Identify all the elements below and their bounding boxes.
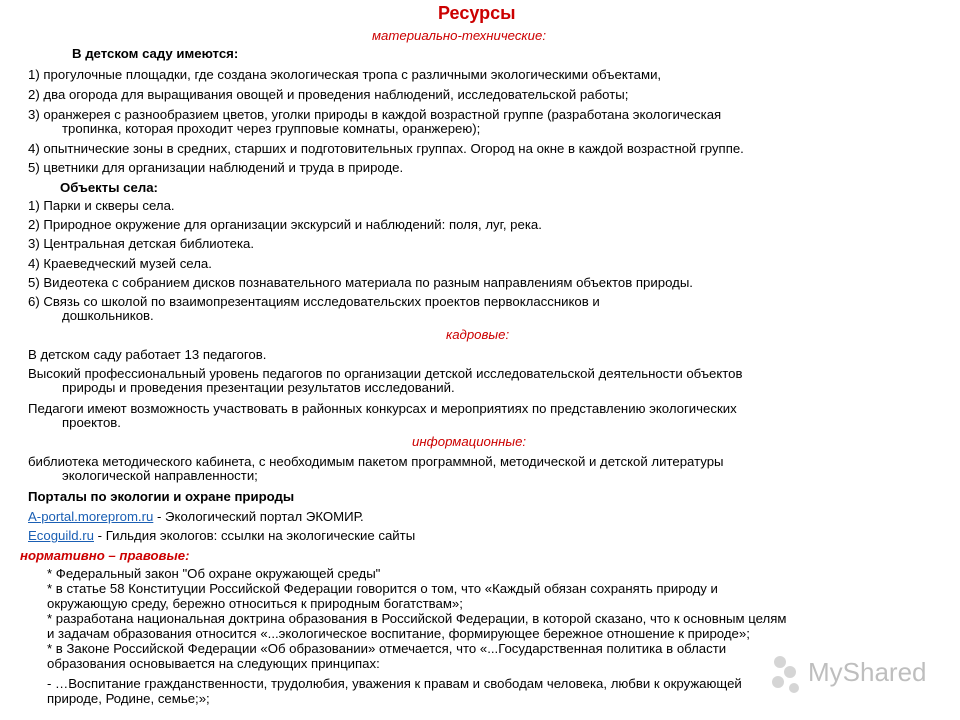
list-item: 4) Краеведческий музей села. [28, 256, 212, 271]
list-item: 2) Природное окружение для организации экскурсий и наблюдений: поля, луг, река. [28, 217, 542, 232]
list-item: 6) Связь со школой по взаимопрезентациям исследовательских проектов первоклассников и [28, 294, 600, 309]
portals-header: Порталы по экологии и охране природы [28, 489, 295, 504]
portal-row [28, 528, 415, 543]
text-line: экологической направленности; [62, 468, 258, 483]
section-staff-heading: кадровые: [446, 327, 510, 342]
list-item: 2) два огорода для выращивания овощей и проведения наблюдений, исследовательской работы; [28, 87, 629, 102]
list-item: 5) цветники для организации наблюдений и труда в природе. [28, 160, 404, 175]
list-item: 3) Центральная детская библиотека. [28, 236, 255, 251]
list-item: 3) оранжерея с разнообразием цветов, уголки природы в каждой возрастной группе (разработана экологическая [28, 107, 722, 122]
list-item: 4) опытнические зоны в средних, старших и подготовительных группах. Огород на окне в каждой возрастной группе. [28, 141, 744, 156]
legal-line: * в Законе Российской Федерации «Об образовании» отмечается, что «...Государственная политика в области [47, 641, 727, 656]
watermark: MyShared [808, 657, 927, 687]
legal-line: * разработана национальная доктрина образования в Российской Федерации, в которой сказано, что к основным целям [47, 611, 787, 626]
list-item-continuation: тропинка, которая проходит через групповые комнаты, оранжерею); [62, 121, 481, 136]
portal-desc: - Экологический портал ЭКОМИР. [153, 509, 364, 524]
portal-desc: - Гильдия экологов: ссылки на экологические сайты [93, 528, 416, 543]
legal-line: и задачам образования относится «...экологическое воспитание, формирующее бережное отношение к природе»; [47, 626, 750, 641]
text-line: природы и проведения презентации результатов исследований. [62, 380, 455, 395]
legal-line: природе, Родине, семье;»; [47, 691, 210, 706]
portal-link-a-portal[interactable]: A-portal.moreprom.ru [28, 509, 154, 524]
legal-line: окружающую среду, бережно относиться к природным богатствам»; [47, 596, 463, 611]
section-material-heading: материально-технические: [372, 28, 546, 43]
legal-line: * в статье 58 Конституции Российской Федерации говорится о том, что «Каждый обязан сохранять природу и [47, 581, 718, 596]
page-title: Ресурсы [438, 3, 516, 23]
section-info-heading: информационные: [412, 434, 527, 449]
list-item: 5) Видеотека с собранием дисков познавательного материала по разным направлениям объектов природы. [28, 275, 693, 290]
kindergarten-header: В детском саду имеются: [72, 46, 239, 61]
village-header: Объекты села: [60, 180, 158, 195]
list-item-continuation: дошкольников. [62, 308, 154, 323]
text-line: библиотека методического кабинета, с необходимым пакетом программной, методической и детской литературы [28, 454, 724, 469]
list-item: 1) Парки и скверы села. [28, 198, 175, 213]
legal-line: - …Воспитание гражданственности, трудолюбия, уважения к правам и свободам человека, любви к окружающей [47, 676, 742, 691]
list-item: 1) прогулочные площадки, где создана экологическая тропа с различными экологическими объектами, [28, 67, 662, 82]
section-legal-heading: нормативно – правовые: [20, 548, 190, 563]
legal-line: * Федеральный закон "Об охране окружающей среды" [47, 566, 381, 581]
text-line: Высокий профессиональный уровень педагогов по организации детской исследовательской деятельности объектов [28, 366, 743, 381]
portal-row [28, 509, 364, 524]
text-line: проектов. [62, 415, 121, 430]
legal-line: образования основывается на следующих принципах: [47, 656, 380, 671]
text-line: В детском саду работает 13 педагогов. [28, 347, 267, 362]
text-line: Педагоги имеют возможность участвовать в районных конкурсах и мероприятиях по представлению экологических [28, 401, 737, 416]
portal-link-ecoguild[interactable]: Ecoguild.ru [28, 528, 94, 543]
